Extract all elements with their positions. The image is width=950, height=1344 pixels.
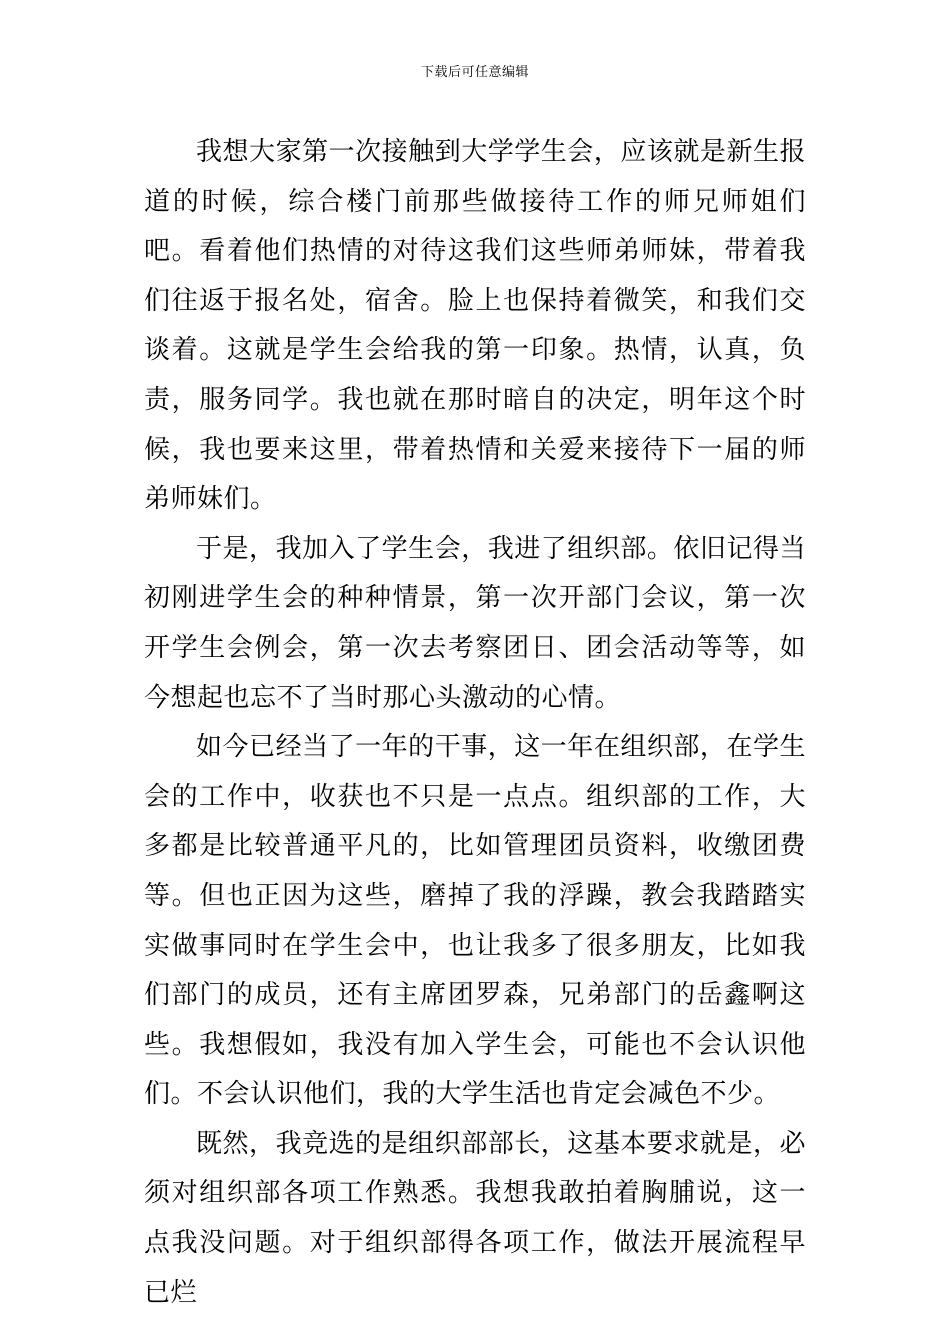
paragraph-3: 如今已经当了一年的干事，这一年在组织部，在学生会的工作中，收获也不只是一点点。组织部的工作，大多都是比较普通平凡的，比如管理团员资料，收缴团费等。但也正因为这些，磨掉了我的浮躁，教会我踏踏实实做事同时在学生会中，也让我多了很多朋友，比如我们部门的成员，还有主席团罗森，兄弟部门的岳鑫啊这些。我想假如，我没有加入学生会，可能也不会认识他们。不会认识他们，我的大学生活也肯定会减色不少。 (144, 732, 806, 1110)
paragraph-4: 既然，我竞选的是组织部部长，这基本要求就是，必须对组织部各项工作熟悉。我想我敢拍着胸脯说，这一点我没问题。对于组织部得各项工作，做法开展流程早已烂 (144, 1128, 806, 1308)
paragraph-2: 于是，我加入了学生会，我进了组织部。依旧记得当初刚进学生会的种种情景，第一次开部门会议，第一次开学生会例会，第一次去考察团日、团会活动等等，如今想起也忘不了当时那心头激动的心情。 (144, 533, 806, 713)
header-note: 下载后可任意编辑 (420, 65, 529, 80)
paragraph-1: 我想大家第一次接触到大学学生会，应该就是新生报道的时候，综合楼门前那些做接待工作的师兄师姐们吧。看着他们热情的对待这我们这些师弟师妹，带着我们往返于报名处，宿舍。脸上也保持着微笑，和我们交谈着。这就是学生会给我的第一印象。热情，认真，负责，服务同学。我也就在那时暗自的决定，明年这个时候，我也要来这里，带着热情和关爱来接待下一届的师弟师妹们。 (144, 137, 806, 515)
document-body (144, 128, 806, 1318)
